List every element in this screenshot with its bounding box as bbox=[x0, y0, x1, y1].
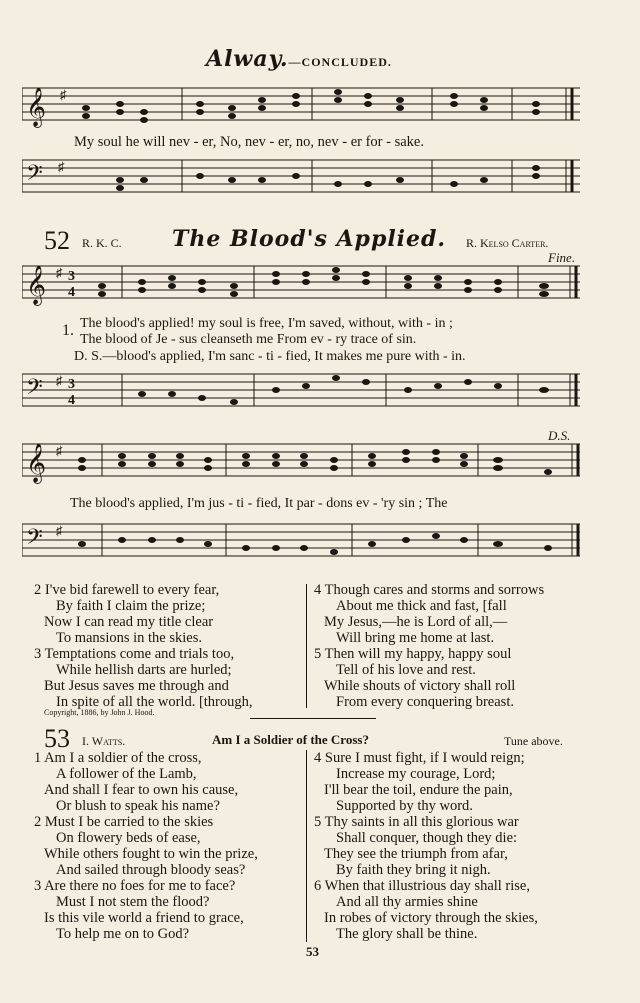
verse-line: While hellish darts are hurled; bbox=[56, 662, 232, 678]
verse-line: They see the triumph from afar, bbox=[324, 846, 508, 862]
hymn53-verse4 bbox=[314, 750, 525, 814]
concluded-title bbox=[206, 46, 392, 72]
verse-line: A follower of the Lamb, bbox=[56, 766, 197, 782]
column-divider bbox=[306, 584, 307, 708]
hymn52-author-left: R. K. C. bbox=[82, 236, 122, 250]
hymn53-verse6 bbox=[314, 878, 538, 942]
svg-text:𝄞: 𝄞 bbox=[26, 87, 47, 127]
hymn53-tune: Tune above. bbox=[504, 734, 563, 748]
verse-line: While others fought to win the prize, bbox=[44, 846, 258, 862]
verse-line: Supported by thy word. bbox=[336, 798, 473, 814]
verse-line: And sailed through bloody seas? bbox=[56, 862, 246, 878]
staff-treble-3 bbox=[22, 438, 582, 488]
hymn52-verse5 bbox=[314, 646, 515, 710]
verse-line: 3 Temptations come and trials too, bbox=[34, 646, 235, 662]
bass-staff-2-svg bbox=[22, 368, 582, 418]
svg-text:3: 3 bbox=[68, 269, 75, 284]
verse-line: Is this vile world a friend to grace, bbox=[44, 910, 244, 926]
verse-line: But Jesus saves me through and bbox=[44, 678, 229, 694]
svg-text:♯: ♯ bbox=[56, 373, 63, 388]
verse-line: In robes of victory through the skies, bbox=[324, 910, 538, 926]
verse-line: My Jesus,—he is Lord of all,— bbox=[324, 614, 508, 630]
verse-line: I'll bear the toil, endure the pain, bbox=[324, 782, 513, 798]
verse-line: About me thick and fast, [fall bbox=[336, 598, 507, 614]
verse-line: The glory shall be thine. bbox=[336, 926, 478, 942]
verse-line: 1 Am I a soldier of the cross, bbox=[34, 750, 202, 766]
treble-staff-3-svg bbox=[22, 438, 582, 488]
verse-line: Tell of his love and rest. bbox=[336, 662, 476, 678]
hymn52-line3: D. S.—blood's applied, I'm sanc - ti - fied, It makes me pure with - in. bbox=[74, 349, 466, 364]
concluded-suffix: —CONCLUDED. bbox=[288, 55, 392, 69]
section-divider bbox=[250, 718, 376, 719]
verse-line: 3 Are there no foes for me to face? bbox=[34, 878, 236, 894]
verse-line: And all thy armies shine bbox=[336, 894, 478, 910]
staff-bass-2 bbox=[22, 368, 582, 418]
hymn52-line2: The blood of Je - sus cleanseth me From ev - ry trace of sin. bbox=[80, 332, 417, 347]
svg-text:♯: ♯ bbox=[58, 159, 65, 174]
verse-line: From every conquering breast. bbox=[336, 694, 514, 710]
verse-line: While shouts of victory shall roll bbox=[324, 678, 516, 694]
hymn52-number: 52 bbox=[44, 226, 70, 255]
svg-text:𝄢: 𝄢 bbox=[26, 375, 43, 405]
treble-staff-svg bbox=[22, 82, 582, 132]
verse-line: 4 Sure I must fight, if I would reign; bbox=[314, 750, 525, 766]
concluded-title-text: Alway. bbox=[206, 46, 289, 72]
treble-staff-2-svg bbox=[22, 260, 582, 310]
staff-bass-3 bbox=[22, 518, 582, 568]
staff-treble-2 bbox=[22, 260, 582, 310]
hymn53-number: 53 bbox=[44, 724, 70, 753]
verse-line: Must I not stem the flood? bbox=[56, 894, 210, 910]
hymn53-verse1 bbox=[34, 750, 238, 814]
hymn52-verse4 bbox=[314, 582, 544, 646]
bass-staff-svg bbox=[22, 154, 582, 204]
verse-line: 2 I've bid farewell to every fear, bbox=[34, 582, 220, 598]
hymn52-verse2 bbox=[34, 582, 219, 646]
svg-text:4: 4 bbox=[68, 285, 75, 300]
svg-text:3: 3 bbox=[68, 377, 75, 392]
verse-line: And shall I fear to own his cause, bbox=[44, 782, 239, 798]
hymn52-line1: The blood's applied! my soul is free, I'm saved, without, with - in ; bbox=[80, 316, 453, 331]
verse-line: 4 Though cares and storms and sorrows bbox=[314, 582, 545, 598]
verse-line: Now I can read my title clear bbox=[44, 614, 214, 630]
verse-line: By faith I claim the prize; bbox=[56, 598, 206, 614]
column-divider bbox=[306, 750, 307, 942]
verse-line: Or blush to speak his name? bbox=[56, 798, 220, 814]
hymn53-verse5 bbox=[314, 814, 519, 878]
verse-line: In spite of all the world. [through, bbox=[56, 694, 253, 710]
svg-text:♯: ♯ bbox=[60, 87, 67, 102]
verse-line: Shall conquer, though they die: bbox=[336, 830, 518, 846]
verse-line: To mansions in the skies. bbox=[56, 630, 202, 646]
svg-text:𝄢: 𝄢 bbox=[26, 161, 43, 191]
staff-bass-1 bbox=[22, 154, 582, 204]
hymn53-verse2 bbox=[34, 814, 258, 878]
svg-text:4: 4 bbox=[68, 393, 75, 408]
fine-marker: Fine. bbox=[548, 250, 576, 265]
verse-line: 5 Then will my happy, happy soul bbox=[314, 646, 512, 662]
verse-line: To help me on to God? bbox=[56, 926, 190, 942]
svg-text:♯: ♯ bbox=[56, 523, 63, 538]
bass-staff-3-svg bbox=[22, 518, 582, 568]
svg-text:𝄞: 𝄞 bbox=[26, 443, 47, 483]
verse-line: Will bring me home at last. bbox=[336, 630, 495, 646]
verse-line: On flowery beds of ease, bbox=[56, 830, 201, 846]
hymn52-verse3 bbox=[34, 646, 253, 710]
svg-text:𝄞: 𝄞 bbox=[26, 265, 47, 305]
hymn53-author: I. Watts. bbox=[82, 734, 126, 748]
hymn53-title: Am I a Soldier of the Cross? bbox=[212, 732, 369, 747]
verse-line: 2 Must I be carried to the skies bbox=[34, 814, 214, 830]
concluded-lyric: My soul he will nev - er, No, nev - er, no, nev - er for - sake. bbox=[74, 134, 424, 150]
verse-line: 6 When that illustrious day shall rise, bbox=[314, 878, 530, 894]
svg-text:♯: ♯ bbox=[56, 265, 63, 280]
hymn53-verse3 bbox=[34, 878, 244, 942]
notes-1 bbox=[82, 89, 540, 123]
verse-line: 5 Thy saints in all this glorious war bbox=[314, 814, 519, 830]
verse-number: 1. bbox=[62, 322, 74, 339]
staff-treble-1 bbox=[22, 82, 582, 132]
ds-marker: D.S. bbox=[548, 428, 571, 443]
verse-line: By faith they bring it nigh. bbox=[336, 862, 491, 878]
copyright: Copyright, 1886, by John J. Hood. bbox=[44, 708, 155, 717]
hymn52-refrain: The blood's applied, I'm jus - ti - fied, It par - dons ev - 'ry sin ; The bbox=[70, 496, 448, 511]
page-number: 53 bbox=[306, 944, 319, 959]
hymn52-author-right: R. Kelso Carter. bbox=[466, 236, 549, 250]
verse-line: Increase my courage, Lord; bbox=[336, 766, 496, 782]
svg-text:♯: ♯ bbox=[56, 443, 63, 458]
svg-text:𝄢: 𝄢 bbox=[26, 525, 43, 555]
hymn52-title: The Blood's Applied. bbox=[172, 226, 447, 252]
